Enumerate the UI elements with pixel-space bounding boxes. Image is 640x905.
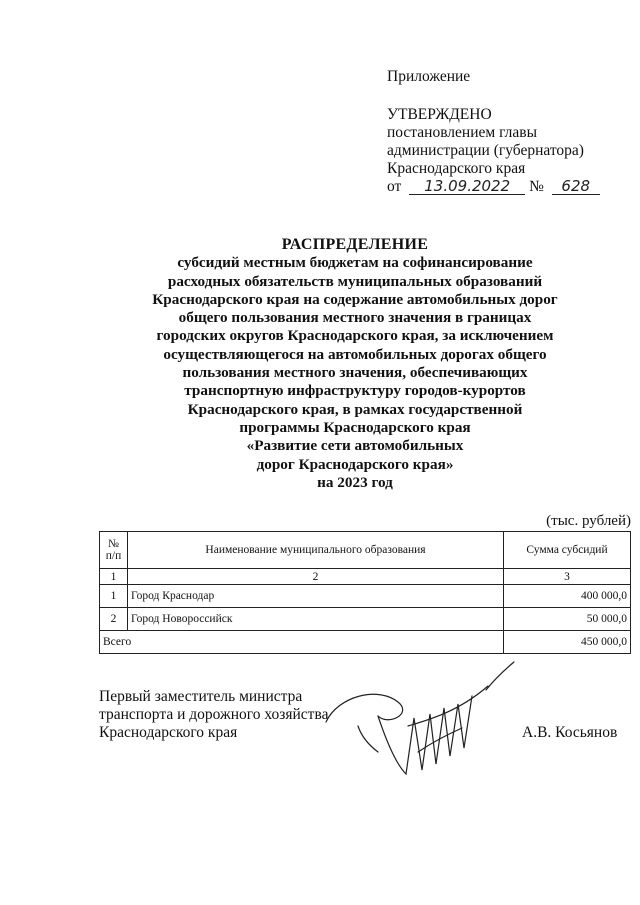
approval-number: 628: [552, 178, 600, 195]
header-sum: Сумма субсидий: [504, 532, 631, 569]
row-number: 2: [100, 608, 128, 631]
colnum-2: 2: [128, 569, 504, 585]
table-row: [100, 608, 631, 631]
from-label: от: [387, 178, 402, 195]
title-line: на 2023 год: [317, 473, 393, 491]
signature-position: [99, 688, 328, 742]
column-number-row: [100, 569, 631, 585]
title-line: дорог Краснодарского края»: [256, 455, 454, 473]
annex-label: Приложение: [387, 68, 471, 85]
row-number: 1: [100, 585, 128, 608]
total-label: Всего: [100, 631, 504, 654]
approval-line-2: администрации (губернатора): [387, 142, 584, 159]
approval-block: [387, 68, 627, 196]
approval-line-1: постановлением главы: [387, 124, 537, 141]
title-line: осуществляющегося на автомобильных дорогах общего: [163, 345, 547, 363]
header-number: [100, 532, 128, 569]
title-line: городских округов Краснодарского края, за исключением: [156, 327, 554, 345]
handwritten-signature: [318, 656, 528, 786]
title-line: субсидий местным бюджетам на софинансирование: [177, 254, 533, 272]
approval-date-line: [387, 178, 627, 196]
signature-line-3: Краснодарского края: [99, 724, 238, 741]
approved-label: УТВЕРЖДЕНО: [387, 106, 492, 123]
colnum-1: 1: [100, 569, 128, 585]
title-line: Краснодарского края на содержание автомобильных дорог: [152, 290, 558, 308]
approval-line-3: Краснодарского края: [387, 160, 526, 177]
units-label: (тыс. рублей): [546, 513, 631, 529]
approval-date: 13.09.2022: [409, 178, 525, 195]
title-line: общего пользования местного значения в границах: [178, 309, 532, 327]
total-row: [100, 631, 631, 654]
row-sum: 50 000,0: [504, 608, 631, 631]
subsidy-table: [99, 531, 631, 654]
table-row: [100, 585, 631, 608]
total-sum: 450 000,0: [504, 631, 631, 654]
title-line: транспортную инфраструктуру городов-курортов: [184, 382, 526, 400]
title-line: расходных обязательств муниципальных образований: [167, 272, 543, 290]
title-line: Краснодарского края, в рамках государственной: [187, 400, 523, 418]
header-number-line1: №: [108, 538, 119, 550]
row-sum: 400 000,0: [504, 585, 631, 608]
number-label: №: [529, 178, 544, 195]
title-line: «Развитие сети автомобильных: [246, 437, 464, 455]
row-name: Город Краснодар: [128, 585, 504, 608]
title-heading: РАСПРЕДЕЛЕНИЕ: [281, 236, 429, 253]
document-title: [140, 236, 570, 492]
title-line: программы Краснодарского края: [239, 418, 471, 436]
row-name: Город Новороссийск: [128, 608, 504, 631]
table-header-row: [100, 532, 631, 569]
header-number-line2: п/п: [105, 550, 122, 562]
header-name: Наименование муниципального образования: [128, 532, 504, 569]
title-line: пользования местного значения, обеспечивающих: [182, 364, 528, 382]
colnum-3: 3: [504, 569, 631, 585]
signature-line-2: транспорта и дорожного хозяйства: [99, 706, 329, 723]
signer-name: А.В. Косьянов: [522, 724, 618, 741]
signature-line-1: Первый заместитель министра: [99, 688, 303, 705]
